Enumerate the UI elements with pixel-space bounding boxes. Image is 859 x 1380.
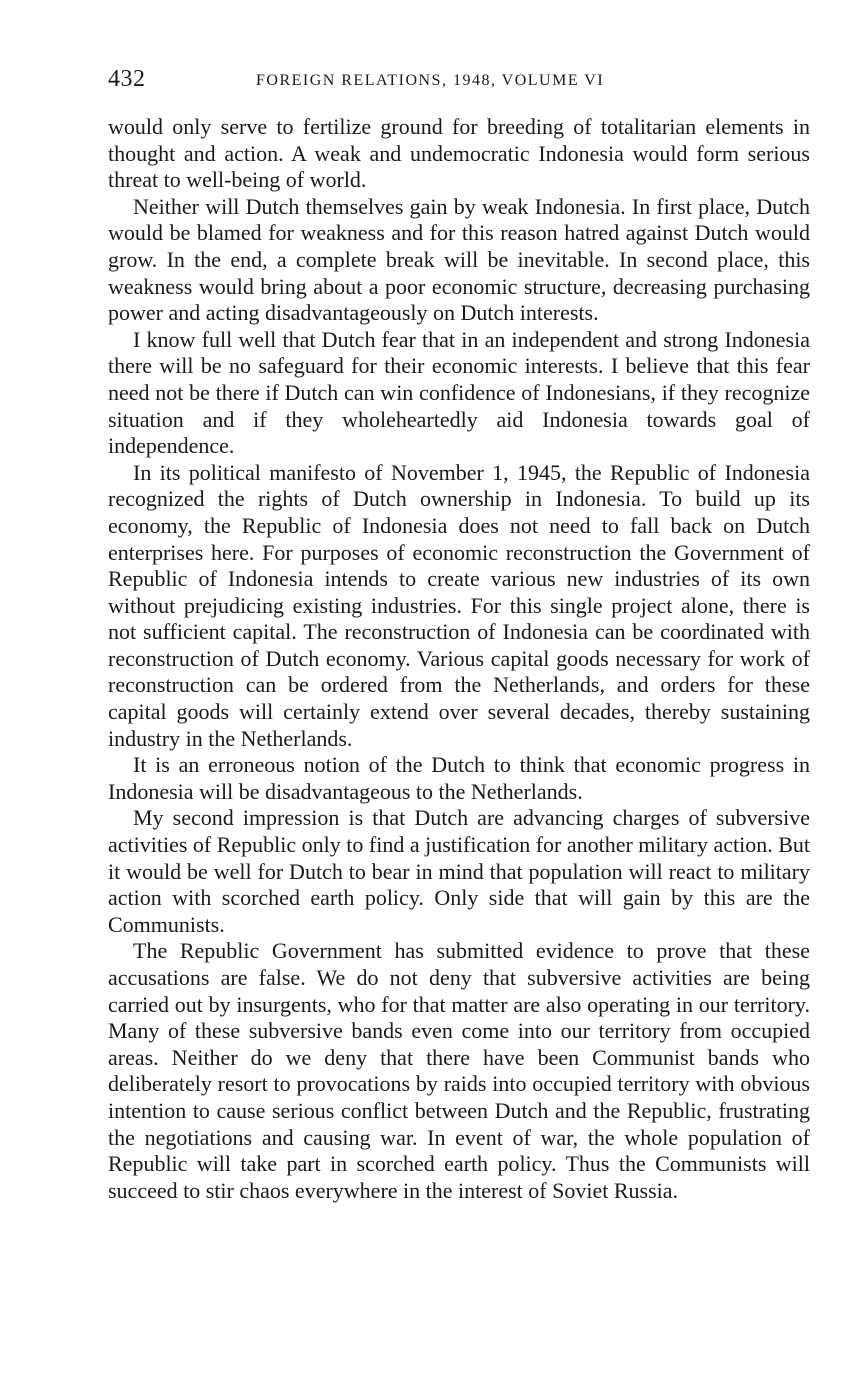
page-number: 432 [108, 66, 146, 92]
document-page [108, 66, 810, 1204]
paragraph: Neither will Dutch themselves gain by weak Indonesia. In first place, Dutch would be blamed for weakness and for this reason hatred against Dutch would grow. In the end, a complete break will be inevitable. In second place, this weakness would bring about a poor economic structure, decreasing purchasing power and acting disadvantageously on Dutch interests. [108, 193, 810, 326]
running-head [108, 66, 810, 100]
paragraph: The Republic Government has submitted evidence to prove that these accusations are false. We do not deny that subversive activities are being carried out by insurgents, who for that matter are also operating in our territory. Many of these subversive bands even come into our territory from occupied areas. Neither do we deny that there have been Communist bands who deliberately resort to provocations by raids into occupied territory with obvious intention to cause serious conflict between Dutch and the Republic, frustrating the negotiations and causing war. In event of war, the whole population of Republic will take part in scorched earth policy. Thus the Communists will succeed to stir chaos everywhere in the interest of Soviet Russia. [108, 938, 810, 1203]
paragraph-continued: would only serve to fertilize ground for breeding of totalitarian elements in thought and action. A weak and undemocratic Indonesia would form serious threat to well-being of world. [108, 114, 810, 193]
body-text [108, 114, 810, 1204]
paragraph: My second impression is that Dutch are advancing charges of subversive activities of Republic only to find a justification for another military action. But it would be well for Dutch to bear in mind that population will react to military action with scorched earth policy. Only side that will gain by this are the Communists. [108, 805, 811, 937]
paragraph: In its political manifesto of November 1, 1945, the Republic of Indonesia recognized the rights of Dutch ownership in Indonesia. To build up its economy, the Republic of Indonesia does not need to fall back on Dutch enterprises here. For purposes of economic reconstruction the Government of Republic of Indonesia intends to create various new industries of its own without prejudicing existing industries. For this single project alone, there is not sufficient capital. The reconstruction of Indonesia can be coordinated with reconstruction of Dutch economy. Various capital goods necessary for work of reconstruction can be ordered from the Netherlands, and orders for these capital goods will certainly extend over several decades, thereby sustaining industry in the Netherlands. [108, 459, 810, 751]
running-head-title: FOREIGN RELATIONS, 1948, VOLUME VI [256, 72, 605, 89]
paragraph: I know full well that Dutch fear that in an independent and strong Indonesia there will be no safeguard for their economic interests. I believe that this fear need not be there if Dutch can win confidence of Indonesians, if they recognize situation and if they wholeheartedly aid Indonesia towards goal of independence. [108, 326, 810, 459]
paragraph: It is an erroneous notion of the Dutch to think that economic progress in Indonesia will be disadvantageous to the Netherlands. [108, 752, 810, 804]
